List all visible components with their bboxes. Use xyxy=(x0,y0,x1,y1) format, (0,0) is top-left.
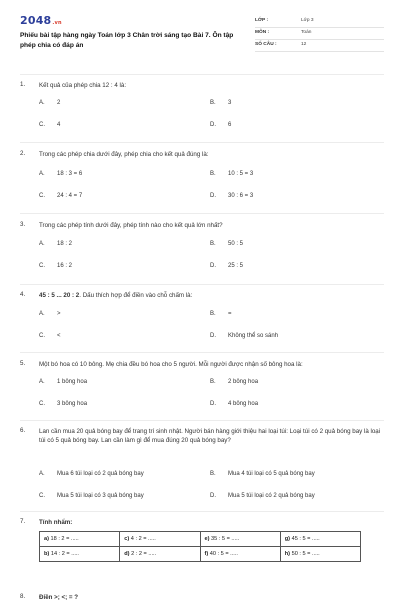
cell-label: c) xyxy=(124,536,130,542)
table-cell xyxy=(120,532,200,547)
mental-math-table xyxy=(39,531,361,562)
option-letter: C. xyxy=(39,263,45,269)
option-letter: A. xyxy=(39,311,45,317)
option-b[interactable] xyxy=(210,471,315,477)
table-row xyxy=(40,532,361,547)
meta-row-count xyxy=(255,40,384,52)
option-letter: D. xyxy=(210,193,216,199)
option-text: Mua 5 túi loại có 3 quả bóng bay xyxy=(57,493,144,499)
option-text: = xyxy=(228,311,232,317)
option-text: 3 bông hoa xyxy=(57,401,88,407)
question-1 xyxy=(20,81,384,133)
option-letter: B. xyxy=(210,471,216,477)
table-cell xyxy=(280,547,360,562)
option-text: 10 : 5 = 3 xyxy=(228,171,254,177)
option-letter: C. xyxy=(39,122,45,128)
option-text: 2 bông hoa xyxy=(228,379,259,385)
table-cell xyxy=(200,547,280,562)
question-number: 2. xyxy=(20,150,26,157)
divider xyxy=(20,74,384,75)
option-letter: A. xyxy=(39,379,45,385)
option-text: < xyxy=(57,333,61,339)
table-cell xyxy=(40,547,120,562)
option-text: 4 xyxy=(57,122,61,128)
question-title: Điền >; <; = ? xyxy=(39,594,79,600)
divider xyxy=(20,420,384,421)
cell-label: g) xyxy=(284,536,291,542)
option-text: Mua 5 túi loại có 2 quả bóng bay xyxy=(228,493,315,499)
question-text xyxy=(39,291,384,300)
site-logo[interactable] xyxy=(20,14,62,27)
logo-suffix: .vn xyxy=(52,20,62,26)
option-text: Không thể so sánh xyxy=(228,333,279,339)
cell-label: f) xyxy=(204,551,209,557)
meta-key: SỐ CÂU : xyxy=(255,42,277,47)
option-b[interactable] xyxy=(210,241,243,247)
option-letter: A. xyxy=(39,241,45,247)
worksheet-title: Phiếu bài tập hàng ngày Toán lớp 3 Chân trời sáng tạo Bài 7. Ôn tập phép chia có đáp án xyxy=(20,32,234,49)
option-d[interactable] xyxy=(210,401,258,407)
option-letter: D. xyxy=(210,493,216,499)
option-text: 16 : 2 xyxy=(57,263,73,269)
logo-text: 2048 xyxy=(20,14,52,27)
option-letter: A. xyxy=(39,471,45,477)
option-text: 2 xyxy=(57,100,61,106)
cell-expression: 50 : 5 = ..... xyxy=(291,551,320,557)
option-letter: A. xyxy=(39,100,45,106)
meta-row-class xyxy=(255,16,384,28)
option-d[interactable] xyxy=(210,122,231,128)
divider xyxy=(20,213,384,214)
option-c[interactable] xyxy=(39,193,82,199)
option-text: 3 xyxy=(228,100,232,106)
divider xyxy=(20,352,384,353)
option-text: 25 : 5 xyxy=(228,263,244,269)
question-number: 6. xyxy=(20,427,26,434)
option-b[interactable] xyxy=(210,100,231,106)
option-letter: D. xyxy=(210,122,216,128)
cell-expression: 18 : 2 = ..... xyxy=(50,536,79,542)
meta-value: Lớp 3 xyxy=(301,18,314,23)
question-number: 5. xyxy=(20,360,26,367)
cell-expression: 14 : 2 = ..... xyxy=(50,551,79,557)
option-a[interactable] xyxy=(39,311,61,317)
question-4 xyxy=(20,291,384,343)
question-number: 4. xyxy=(20,291,26,298)
cell-label: b) xyxy=(44,551,50,557)
option-d[interactable] xyxy=(210,263,243,269)
table-cell xyxy=(120,547,200,562)
cell-expression: 2 : 2 = ..... xyxy=(131,551,157,557)
option-d[interactable] xyxy=(210,493,315,499)
cell-label: d) xyxy=(124,551,130,557)
question-text: Trong các phép tính dưới đây, phép tính nào cho kết quả lớn nhất? xyxy=(39,222,223,229)
cell-expression: 35 : 5 = ..... xyxy=(211,536,240,542)
question-number: 8. xyxy=(20,593,26,600)
cell-label: a) xyxy=(44,536,49,542)
question-6 xyxy=(20,427,384,505)
option-text: 4 bông hoa xyxy=(228,401,259,407)
table-cell xyxy=(280,532,360,547)
question-text: Trong các phép chia dưới đây, phép chia cho kết quả đúng là: xyxy=(39,151,209,158)
option-letter: B. xyxy=(210,379,216,385)
option-letter: C. xyxy=(39,493,45,499)
worksheet-meta xyxy=(255,16,384,52)
question-5 xyxy=(20,360,384,412)
option-a[interactable] xyxy=(39,100,60,106)
option-c[interactable] xyxy=(39,493,144,499)
question-number: 3. xyxy=(20,221,26,228)
option-letter: C. xyxy=(39,193,45,199)
meta-key: MÔN : xyxy=(255,30,270,35)
question-2 xyxy=(20,150,384,202)
option-letter: C. xyxy=(39,401,45,407)
option-letter: B. xyxy=(210,100,216,106)
table-row xyxy=(40,547,361,562)
option-text: 18 : 2 xyxy=(57,241,73,247)
worksheet-header xyxy=(20,14,384,60)
option-text: 6 xyxy=(228,122,232,128)
question-text-rest: . Dấu thích hợp để điền vào chỗ chấm là: xyxy=(79,292,193,299)
option-a[interactable] xyxy=(39,171,82,177)
meta-value: Toán xyxy=(301,30,312,35)
table-cell xyxy=(200,532,280,547)
option-letter: D. xyxy=(210,401,216,407)
meta-value: 12 xyxy=(301,42,307,47)
question-8 xyxy=(20,593,384,600)
option-letter: D. xyxy=(210,263,216,269)
option-a[interactable] xyxy=(39,241,72,247)
option-text: 50 : 5 xyxy=(228,241,244,247)
cell-label: h) xyxy=(284,551,291,557)
option-b[interactable] xyxy=(210,379,258,385)
option-letter: B. xyxy=(210,311,216,317)
cell-expression: 45 : 5 = ..... xyxy=(291,536,320,542)
option-text: Mua 6 túi loại có 2 quả bóng bay xyxy=(57,471,144,477)
option-letter: A. xyxy=(39,171,45,177)
cell-label: e) xyxy=(204,536,210,542)
question-title: Tính nhẩm: xyxy=(39,519,73,526)
option-letter: B. xyxy=(210,241,216,247)
option-text: 18 : 3 = 6 xyxy=(57,171,83,177)
option-letter: B. xyxy=(210,171,216,177)
table-cell xyxy=(40,532,120,547)
option-d[interactable] xyxy=(210,333,278,339)
divider xyxy=(20,284,384,285)
option-c[interactable] xyxy=(39,401,87,407)
option-letter: D. xyxy=(210,333,216,339)
cell-expression: 4 : 2 = ..... xyxy=(130,536,156,542)
question-text: Lan cần mua 20 quả bóng bay để trang trí sinh nhật. Người bán hàng giới thiệu hai loại túi: Loại túi có 2 quả bóng bay là loại túi có 5 quả bóng bay. Lan cần làm gì để mua đúng 20 quả bóng bay? xyxy=(39,428,381,444)
option-text: 1 bông hoa xyxy=(57,379,88,385)
option-text: 24 : 4 = 7 xyxy=(57,193,83,199)
meta-row-subject xyxy=(255,28,384,40)
option-text: > xyxy=(57,311,61,317)
question-3 xyxy=(20,221,384,273)
option-a[interactable] xyxy=(39,379,87,385)
question-expression: 45 : 5 ... 20 : 2 xyxy=(39,292,80,299)
option-d[interactable] xyxy=(210,193,253,199)
cell-expression: 40 : 5 = ..... xyxy=(209,551,238,557)
divider xyxy=(20,142,384,143)
divider xyxy=(20,511,384,512)
option-c[interactable] xyxy=(39,333,61,339)
meta-key: LỚP : xyxy=(255,18,269,23)
option-letter: C. xyxy=(39,333,45,339)
option-text: Mua 4 túi loại có 5 quả bóng bay xyxy=(228,471,315,477)
question-7 xyxy=(20,518,384,528)
question-text: Một bó hoa có 10 bông. Mẹ chia đều bó hoa cho 5 người. Mỗi người được nhận số bông hoa là: xyxy=(39,361,303,368)
option-b[interactable] xyxy=(210,171,253,177)
question-number: 7. xyxy=(20,518,26,525)
question-number: 1. xyxy=(20,81,26,88)
option-a[interactable] xyxy=(39,471,144,477)
option-text: 30 : 6 = 3 xyxy=(228,193,254,199)
option-b[interactable] xyxy=(210,311,232,317)
question-text: Kết quả của phép chia 12 : 4 là: xyxy=(39,82,127,89)
option-c[interactable] xyxy=(39,122,60,128)
option-c[interactable] xyxy=(39,263,72,269)
